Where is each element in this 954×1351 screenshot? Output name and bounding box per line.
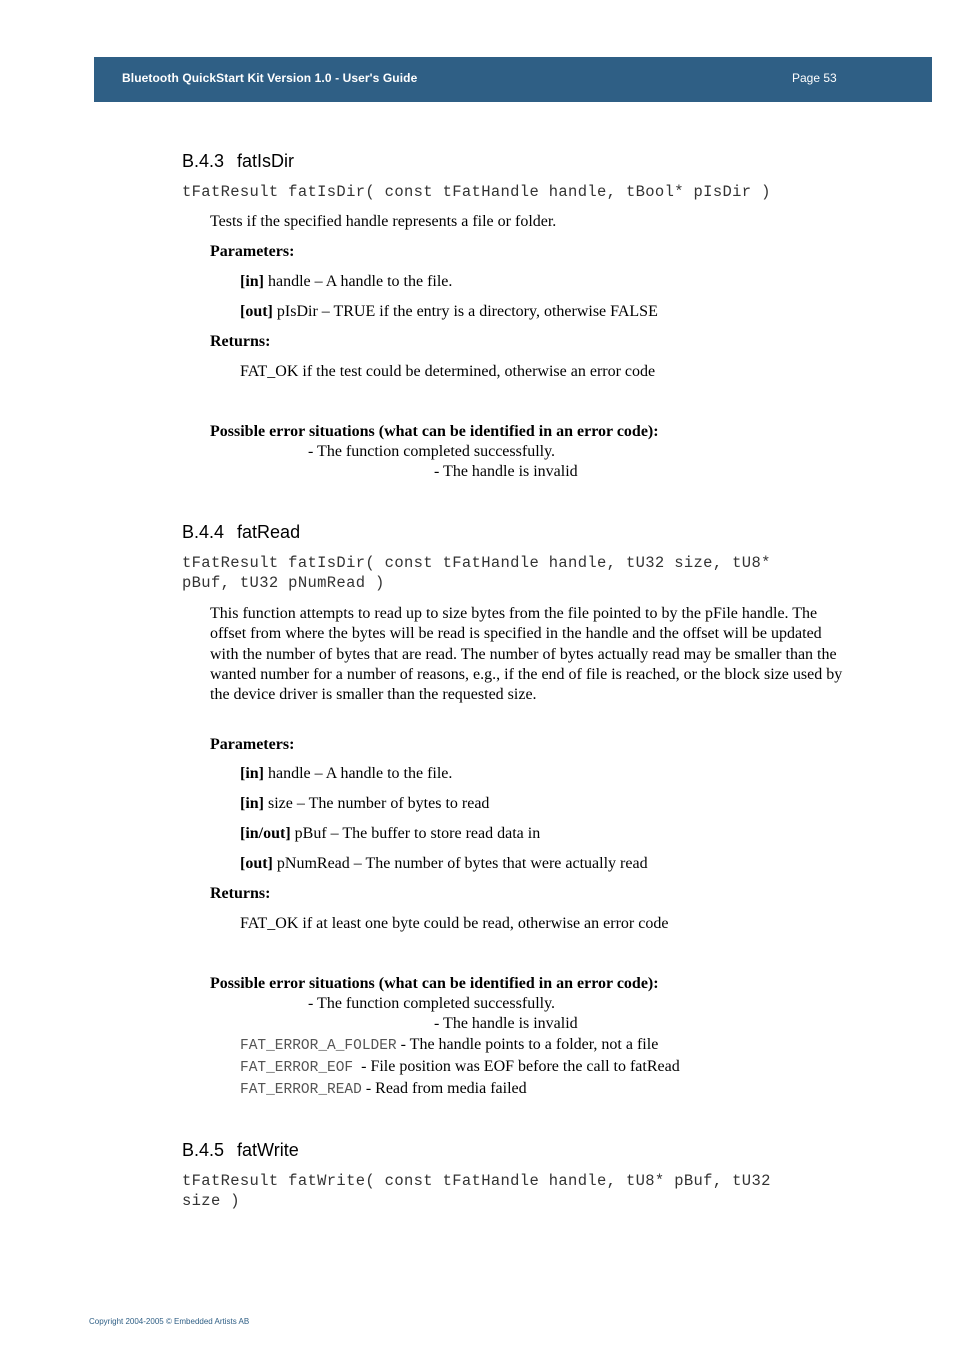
parameter-text: pNumRead – The number of bytes that were actually read bbox=[272, 855, 648, 872]
error-item: - The function completed successfully. bbox=[308, 995, 556, 1012]
section-number: B.4.5 bbox=[182, 1140, 225, 1160]
parameter-item bbox=[240, 765, 452, 783]
returns-label: Returns: bbox=[210, 885, 271, 902]
parameter-text: pBuf – The buffer to store read data in bbox=[290, 825, 541, 842]
section-number: B.4.4 bbox=[182, 522, 225, 542]
returns-text: FAT_OK if the test could be determined, otherwise an error code bbox=[240, 363, 656, 380]
section-heading-fatisdir bbox=[182, 151, 294, 172]
copyright-footer: Copyright 2004-2005 © Embedded Artists AB bbox=[89, 1317, 250, 1326]
parameter-item bbox=[240, 855, 648, 873]
parameter-direction: [out] bbox=[240, 303, 273, 320]
parameters-label: Parameters: bbox=[210, 243, 295, 260]
parameter-item bbox=[240, 303, 658, 321]
page-header bbox=[94, 57, 932, 102]
error-situations-label: Possible error situations (what can be identified in an error code): bbox=[210, 423, 659, 440]
function-signature-line1: tFatResult fatIsDir( const tFatHandle handle, tU32 size, tU8* bbox=[182, 554, 771, 572]
error-code-item bbox=[240, 1036, 658, 1054]
parameter-text: size – The number of bytes to read bbox=[264, 795, 490, 812]
error-item: - The function completed successfully. bbox=[308, 443, 556, 460]
returns-text: FAT_OK if at least one byte could be read, otherwise an error code bbox=[240, 915, 669, 932]
section-name: fatRead bbox=[237, 522, 301, 542]
returns-label: Returns: bbox=[210, 333, 271, 350]
section-name: fatIsDir bbox=[237, 151, 295, 171]
page-number: Page 53 bbox=[792, 71, 837, 85]
error-code-description: - The handle points to a folder, not a file bbox=[396, 1036, 659, 1053]
parameter-item bbox=[240, 825, 540, 843]
section-heading-fatwrite bbox=[182, 1140, 299, 1161]
parameter-text: pIsDir – TRUE if the entry is a directory, otherwise FALSE bbox=[272, 303, 658, 320]
document-title: Bluetooth QuickStart Kit Version 1.0 - User's Guide bbox=[122, 71, 418, 85]
error-item: - The handle is invalid bbox=[434, 1015, 578, 1032]
error-item: - The handle is invalid bbox=[434, 463, 578, 480]
error-code-description: - File position was EOF before the call to fatRead bbox=[353, 1058, 680, 1075]
function-signature-line1: tFatResult fatWrite( const tFatHandle handle, tU8* pBuf, tU32 bbox=[182, 1172, 771, 1190]
parameter-direction: [in] bbox=[240, 795, 264, 812]
error-code-item bbox=[240, 1080, 527, 1098]
section-number: B.4.3 bbox=[182, 151, 225, 171]
section-name: fatWrite bbox=[237, 1140, 299, 1160]
error-code-item bbox=[240, 1058, 680, 1076]
error-code: FAT_ERROR_A_FOLDER bbox=[240, 1038, 397, 1054]
parameter-text: handle – A handle to the file. bbox=[264, 273, 453, 290]
function-signature-line2: size ) bbox=[182, 1192, 240, 1210]
parameter-text: handle – A handle to the file. bbox=[264, 765, 453, 782]
parameter-item bbox=[240, 795, 489, 813]
error-situations-label: Possible error situations (what can be identified in an error code): bbox=[210, 975, 659, 992]
parameter-direction: [in] bbox=[240, 273, 264, 290]
parameter-direction: [in/out] bbox=[240, 825, 291, 842]
error-code: FAT_ERROR_EOF bbox=[240, 1060, 354, 1076]
function-description: This function attempts to read up to size bytes from the file pointed to by the pFile handle. The offset from where the bytes will be read is specified in the handle and the offset will be updated with the number of bytes that are read. The number of bytes actually read may be smaller than the wanted number for a number of reasons, e.g., if the end of file is reached, or the block size used by the device driver is smaller than the requested size. bbox=[210, 605, 843, 704]
error-code: FAT_ERROR_READ bbox=[240, 1082, 362, 1098]
section-heading-fatread bbox=[182, 522, 300, 543]
parameter-direction: [in] bbox=[240, 765, 264, 782]
function-signature-line2: pBuf, tU32 pNumRead ) bbox=[182, 574, 385, 592]
error-code-description: - Read from media failed bbox=[361, 1080, 527, 1097]
parameter-item bbox=[240, 273, 452, 291]
function-signature: tFatResult fatIsDir( const tFatHandle handle, tBool* pIsDir ) bbox=[182, 183, 771, 201]
parameter-direction: [out] bbox=[240, 855, 273, 872]
parameters-label: Parameters: bbox=[210, 736, 295, 753]
function-description: Tests if the specified handle represents a file or folder. bbox=[210, 213, 557, 230]
